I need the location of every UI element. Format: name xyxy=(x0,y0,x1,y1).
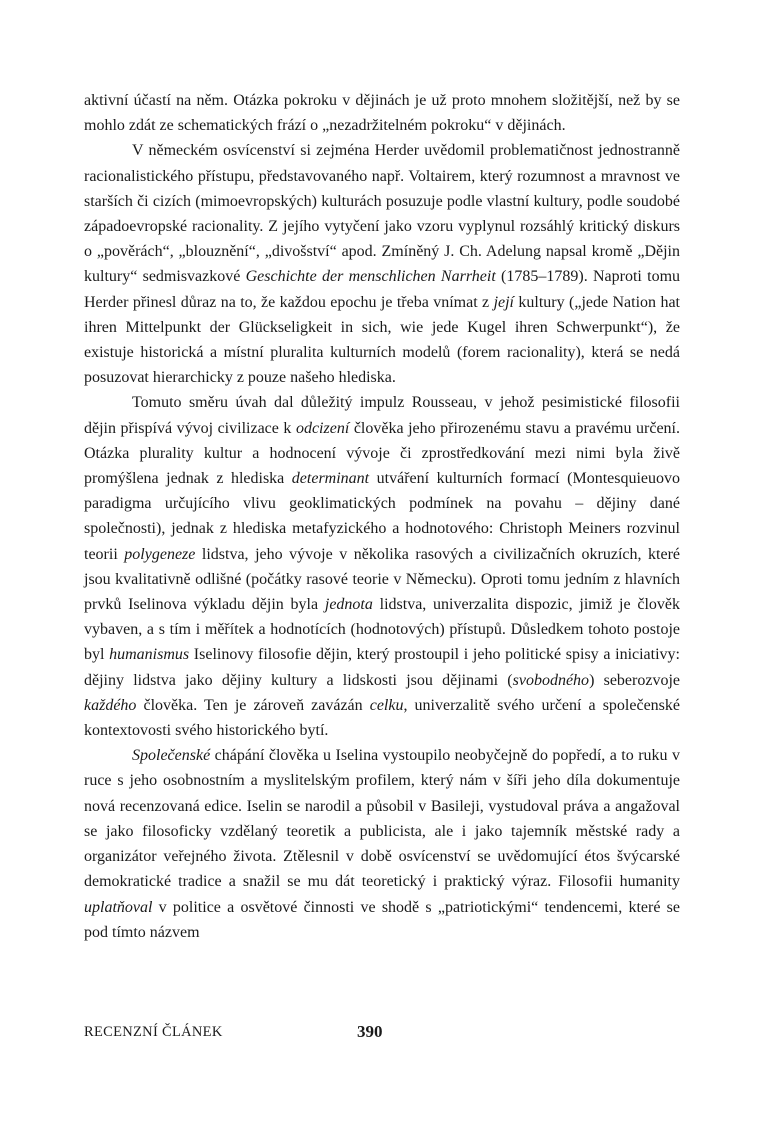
text-run: chápání člověka u Iselina vystoupilo neobyčejně do popředí, a to ruku v ruce s jeho osobnostním a myslitelským profilem, který nám v šíři jeho díla dokumentuje nová recenzovaná edice. Iselin se narodil a působil v Basileji, vystudoval práva a angažoval se jako filosoficky vzdělaný teoretik a publicista, ale i jako tajemník městské rady a organizátor veřejného života. Ztělesnil v době osvícenství se uvědomující étos švýcarské demokratické tradice a snažil se mu dát teoretický i praktický výraz. Filosofii humanity xyxy=(84,747,680,891)
text-run: v politice a osvětové činnosti ve shodě s „patriotickými“ tendencemi, které se pod tímto názvem xyxy=(84,898,680,941)
italic-term: polygeneze xyxy=(124,545,196,563)
paragraph xyxy=(84,138,680,390)
italic-term: svobodného xyxy=(512,671,590,689)
text-run: aktivní účastí na něm. Otázka pokroku v dějinách je už proto mnohem složitější, než by se mohlo zdát ze schematických frází o „nezadržitelném pokroku“ v dějinách. xyxy=(84,92,680,135)
text-run: Tomuto směru úvah dal důležitý impulz Rousseau, v jehož pesimistické filosofii dějin přispívá vývoj civilizace k xyxy=(84,394,680,437)
text-run: Iselinovy filosofie dějin, který prostoupil i jeho politické spisy a iniciativy: dějiny lidstva jako dějiny kultury a lidskosti jsou dějinami ( xyxy=(84,646,680,689)
italic-term: jednota xyxy=(324,596,373,614)
paragraph xyxy=(84,743,680,945)
page-number: 390 xyxy=(357,1022,383,1041)
italic-term: Společenské xyxy=(132,747,211,765)
text-run: lidstva, univerzalita dispozic, jimiž je člověk vybaven, a s tím i měřítek a hodnotících (hodnotových) přístupů. Důsledkem tohoto postoje byl xyxy=(84,596,681,664)
italic-term: celku xyxy=(369,696,404,714)
text-run: ) seberozvoje xyxy=(589,671,681,689)
text-run: člověka jeho přirozenému stavu a pravému určení. Otázka plurality kultur a hodnocení vývoje či zprostředkování mezi nimi byla živě promýšlena jednak z hlediska xyxy=(84,419,680,488)
italic-term: determinant xyxy=(291,470,370,488)
italic-term: uplatňoval xyxy=(84,898,153,916)
text-run: lidstva, jeho vývoje v několika rasových a civilizačních okruzích, které jsou kvalitativně odlišné (počátky rasové teorie v Německu). Oproti tomu jedním z hlavních prvků Iselinova výkladu dějin byla xyxy=(84,545,681,614)
text-run: V německém osvícenství si zejména Herder uvědomil problematičnost jednostranně racionalistického přístupu, představovaného např. Voltairem, který rozumnost a mravnost ve starších či cizích (mimoevropských) kulturách posuzuje podle vlastní kultury, podle soudobé západoevropské racionality. Z jejího vytyčení jako vzoru vyplynul rozsáhlý kritický diskurs o „pověrách“, „blouznění“, „divošství“ apod. Zmíněný J. Ch. Adelung napsal kromě „Dějin kultury“ sedmisvazkové xyxy=(84,142,680,286)
italic-term: humanismus xyxy=(109,646,190,664)
text-run: utváření kulturních formací (Montesquieuovo paradigma určujícího vlivu geoklimatických podmínek na povahu – dějiny dané společnosti), jednak z hlediska metafyzického a hodnotového: Christoph Meiners rozvinul teorii xyxy=(84,470,681,563)
text-run: člověka. Ten je zároveň zavázán xyxy=(136,696,370,714)
italic-term: její xyxy=(493,293,514,311)
paragraph xyxy=(84,390,680,743)
body-text xyxy=(84,88,680,945)
paragraph xyxy=(84,88,680,138)
italic-term: Geschichte der menschlichen Narrheit xyxy=(245,268,496,286)
italic-term: každého xyxy=(84,696,137,714)
text-run: kultury („jede Nation hat ihren Mittelpunkt der Glückseligkeit in sich, wie jede Kugel ihren Schwerpunkt“), že existuje historická a místní pluralita kulturních modelů (forem racionality), která se nedá posuzovat hierarchicky z pouze našeho hlediska. xyxy=(84,293,681,387)
text-run: (1785–1789). Naproti tomu Herder přinesl důraz na to, že každou epochu je třeba vnímat z xyxy=(84,268,681,311)
running-footer-section: RECENZNÍ ČLÁNEK xyxy=(84,1024,223,1040)
text-run: , univerzalitě svého určení a společenské kontextovosti svého historického bytí. xyxy=(84,696,681,740)
italic-term: odcizení xyxy=(295,419,350,437)
